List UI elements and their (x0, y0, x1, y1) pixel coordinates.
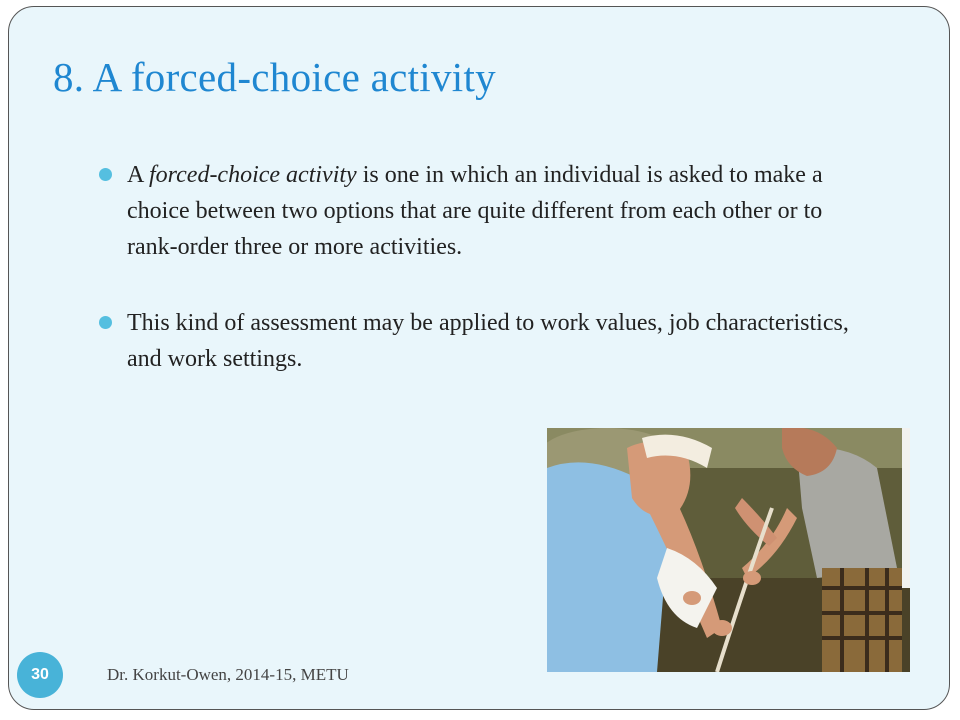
bullet-dot-icon (99, 168, 112, 181)
slide (8, 6, 950, 710)
bullet-text-italic: forced-choice activity (149, 162, 357, 188)
slide-title: 8. A forced-choice activity (53, 54, 496, 100)
photo-illustration (547, 428, 910, 672)
bullet-item (97, 305, 877, 377)
bullet-text-prefix: A (127, 162, 150, 188)
bullet-list (97, 157, 877, 377)
activity-photo (547, 428, 910, 672)
bullet-dot-icon (99, 316, 112, 329)
bullet-item (97, 157, 877, 265)
page-number-badge: 30 (17, 652, 63, 698)
bullet-text-suffix: is one in which an individual is asked to make a choice between two options that are quite different from each other or to rank-order three or more activities. (127, 162, 823, 260)
footer-credit: Dr. Korkut-Owen, 2014-15, METU (107, 665, 349, 684)
bullet-text: This kind of assessment may be applied to work values, job characteristics, and work settings. (127, 310, 849, 372)
